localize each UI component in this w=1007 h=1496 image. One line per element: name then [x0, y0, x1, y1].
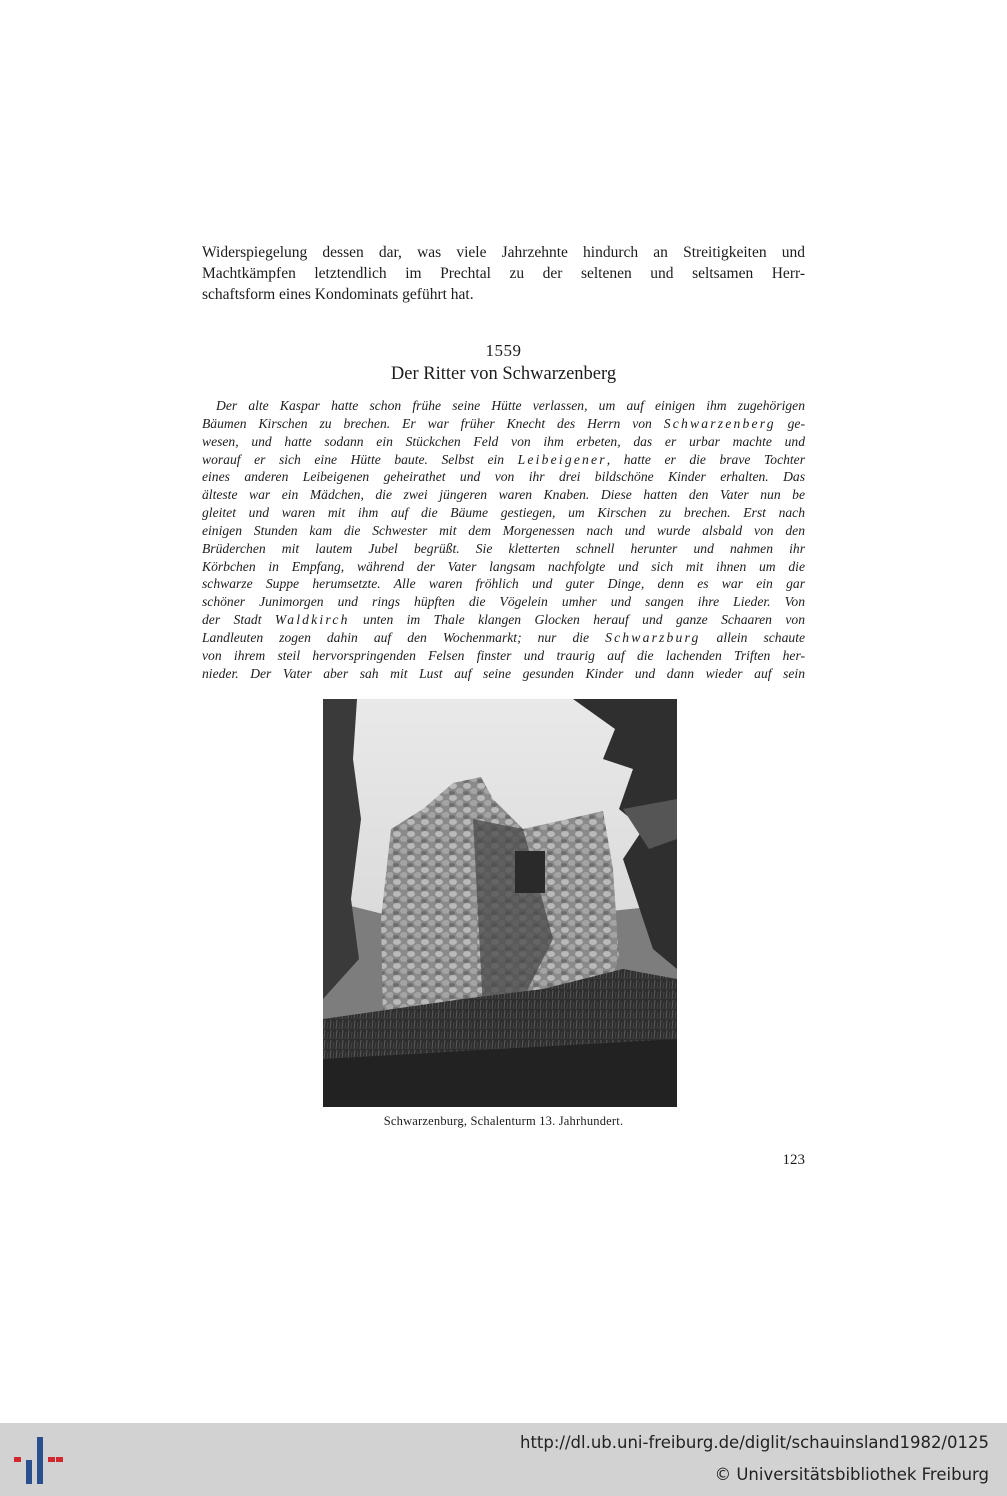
story-text-segment: Landleuten zogen dahin auf den Wochenmarkt; nur die — [202, 629, 606, 645]
story-line — [202, 486, 805, 504]
tower-photo — [323, 699, 677, 1107]
intro-paragraph — [202, 242, 805, 305]
intro-line: schaftsform eines Kondominats geführt hat. — [202, 286, 474, 303]
story-text-segment: wesen, und hatte sodann ein Stückchen Feld von ihm erbeten, das er urbar machte und — [202, 433, 805, 449]
story-line — [202, 611, 805, 629]
emphasized-name: Schwarzenberg — [663, 415, 776, 431]
story-text-segment: allein schaute — [700, 629, 806, 645]
story-line — [202, 629, 805, 647]
story-text-segment: älteste war ein Mädchen, die zwei jüngeren waren Knaben. Diese hatten den Vater nun be — [202, 487, 805, 503]
story-line — [202, 397, 805, 415]
story-text-segment: Der alte Kaspar hatte schon frühe seine Hütte verlassen, um auf einigen ihm zugehörigen — [216, 398, 805, 413]
story-text-segment: , hatte er die brave Tochter — [606, 451, 806, 467]
emphasized-name: Leibeigener — [517, 451, 607, 467]
section-year: 1559 — [485, 341, 522, 360]
story-line — [202, 665, 805, 683]
story-line — [202, 433, 805, 451]
photo-caption: Schwarzenburg, Schalenturm 13. Jahrhundert. — [383, 1114, 624, 1128]
story-line — [202, 647, 805, 665]
story-line — [202, 540, 805, 558]
story-text-segment: eines anderen Leibeigenen geheirathet und von ihr drei bildschöne Kinder erhalten. Das — [202, 469, 805, 485]
intro-line: Machtkämpfen letztendlich im Prechtal zu der seltenen und seltsamen Herr- — [202, 265, 805, 282]
story-text-segment: Körbchen in Empfang, während der Vater langsam nachfolgte und sich mit ihnen um die — [202, 558, 805, 574]
story-text-segment: schöner Junimorgen und rings hüpften die Vögelein umher und sangen ihre Lieder. Von — [202, 594, 805, 610]
tower-photo-image — [323, 699, 677, 1107]
section-title: Der Ritter von Schwarzenberg — [390, 364, 617, 384]
story-text-segment: schwarze Suppe herumsetzte. Alle waren fröhlich und guter Dinge, denn es war ein gar — [202, 576, 805, 592]
story-text-segment: von ihrem steil hervorspringenden Felsen finster und traurig auf die lachenden Triften her- — [202, 647, 805, 663]
story-line — [202, 415, 805, 433]
page-number: 123 — [782, 1152, 805, 1168]
story-line — [202, 522, 805, 540]
story-text-segment: der Stadt — [202, 612, 275, 628]
story-line — [202, 593, 805, 611]
story-text-segment: unten im Thale klangen Glocken herauf und ganze Schaaren von — [349, 612, 805, 628]
intro-line: Widerspiegelung dessen dar, was viele Jahrzehnte hindurch an Streitigkeiten und — [202, 244, 805, 261]
story-line — [202, 451, 805, 469]
story-text — [202, 397, 805, 683]
library-logo-icon — [12, 1435, 64, 1485]
emphasized-name: Waldkirch — [274, 612, 350, 628]
story-text-segment: Bäumen Kirschen zu brechen. Er war früher Knecht des Herrn von — [202, 415, 664, 431]
emphasized-name: Schwarzburg — [605, 629, 701, 645]
story-text-segment: gleitet und waren mit ihm auf die Bäume gestiegen, um Kirschen zu brechen. Erst nach — [202, 505, 805, 521]
footer-bar — [0, 1423, 1007, 1496]
story-line — [202, 575, 805, 593]
story-text-segment: Brüderchen mit lautem Jubel begrüßt. Sie kletterten schnell herunter und nahmen ihr — [202, 540, 805, 556]
story-line — [202, 558, 805, 576]
story-text-segment: nieder. Der Vater aber sah mit Lust auf seine gesunden Kinder und dann wieder auf sein — [202, 665, 805, 681]
story-text-segment: ge- — [775, 415, 805, 431]
story-line — [202, 468, 805, 486]
story-line — [202, 504, 805, 522]
copyright-notice: © Universitätsbibliothek Freiburg — [714, 1465, 989, 1484]
story-text-segment: einigen Stunden kam die Schwester mit dem Morgenessen nach und wurde alsbald von den — [202, 522, 805, 538]
permalink-url[interactable]: http://dl.ub.uni-freiburg.de/diglit/schauinsland1982/0125 — [519, 1433, 989, 1452]
story-text-segment: worauf er sich eine Hütte baute. Selbst ein — [202, 451, 518, 467]
